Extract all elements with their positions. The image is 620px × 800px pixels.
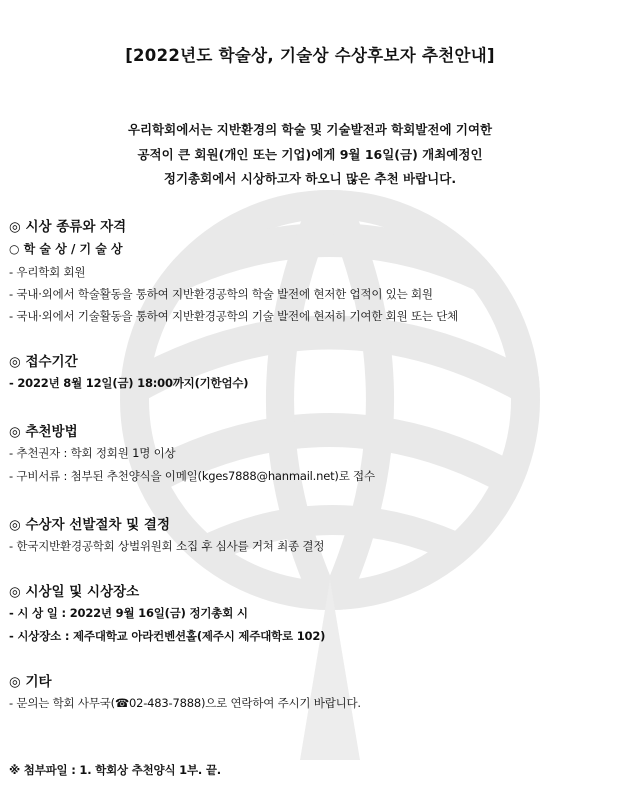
ceremony-line: - 시 상 일 : 2022년 9월 16일(금) 정기총회 시 (9, 606, 248, 620)
intro-line: 공적이 큰 회원(개인 또는 기업)에게 9월 16일(금) 개최예정인 (137, 146, 483, 162)
section-heading-ceremony: ◎ 시상일 및 시상장소 (9, 584, 140, 600)
intro-line: 정기총회에서 시상하고자 하오니 많은 추천 바랍니다. (163, 171, 457, 186)
intro-line: 우리학회에서는 지반환경의 학술 및 기술발전과 학회발전에 기여한 (127, 122, 493, 137)
award-subheading: ○ 학 술 상 / 기 술 상 (9, 242, 123, 256)
ceremony-line: - 시상장소 : 제주대학교 아라컨벤션홀(제주시 제주대학로 102) (9, 629, 326, 643)
selection-line: - 한국지반환경공학회 상벌위원회 소집 후 심사를 거쳐 최종 결정 (9, 539, 325, 553)
section-heading-method: ◎ 추천방법 (9, 424, 78, 440)
award-eligibility-line: - 국내·외에서 기술활동을 통하여 지반환경공학의 기술 발전에 현저히 기여한 회원 또는 단체 (9, 309, 459, 323)
method-line: - 추천권자 : 학회 정회원 1명 이상 (9, 446, 176, 460)
attachment-note: ※ 첨부파일 : 1. 학회상 추천양식 1부. 끝. (9, 763, 221, 777)
page-title: [2022년도 학술상, 기술상 수상후보자 추천안내] (125, 46, 495, 65)
section-heading-period: ◎ 접수기간 (9, 354, 78, 370)
section-heading-selection: ◎ 수상자 선발절차 및 결정 (9, 517, 170, 533)
contact-line: - 문의는 학회 사무국(☎02-483-7888)으로 연락하여 주시기 바랍니다. (9, 696, 361, 710)
award-eligibility-line: - 국내·외에서 학술활동을 통하여 지반환경공학의 학술 발전에 현저한 업적이 있는 회원 (9, 287, 433, 301)
period-line: - 2022년 8월 12일(금) 18:00까지(기한엄수) (9, 376, 249, 390)
section-heading-etc: ◎ 기타 (9, 674, 52, 690)
intro-paragraph (0, 118, 620, 192)
method-line: - 구비서류 : 첨부된 추천양식을 이메일(kges7888@hanmail.net)로 접수 (9, 469, 375, 483)
award-eligibility-line: - 우리학회 회원 (9, 265, 86, 279)
section-heading-award-types: ◎ 시상 종류와 자격 (9, 219, 127, 235)
